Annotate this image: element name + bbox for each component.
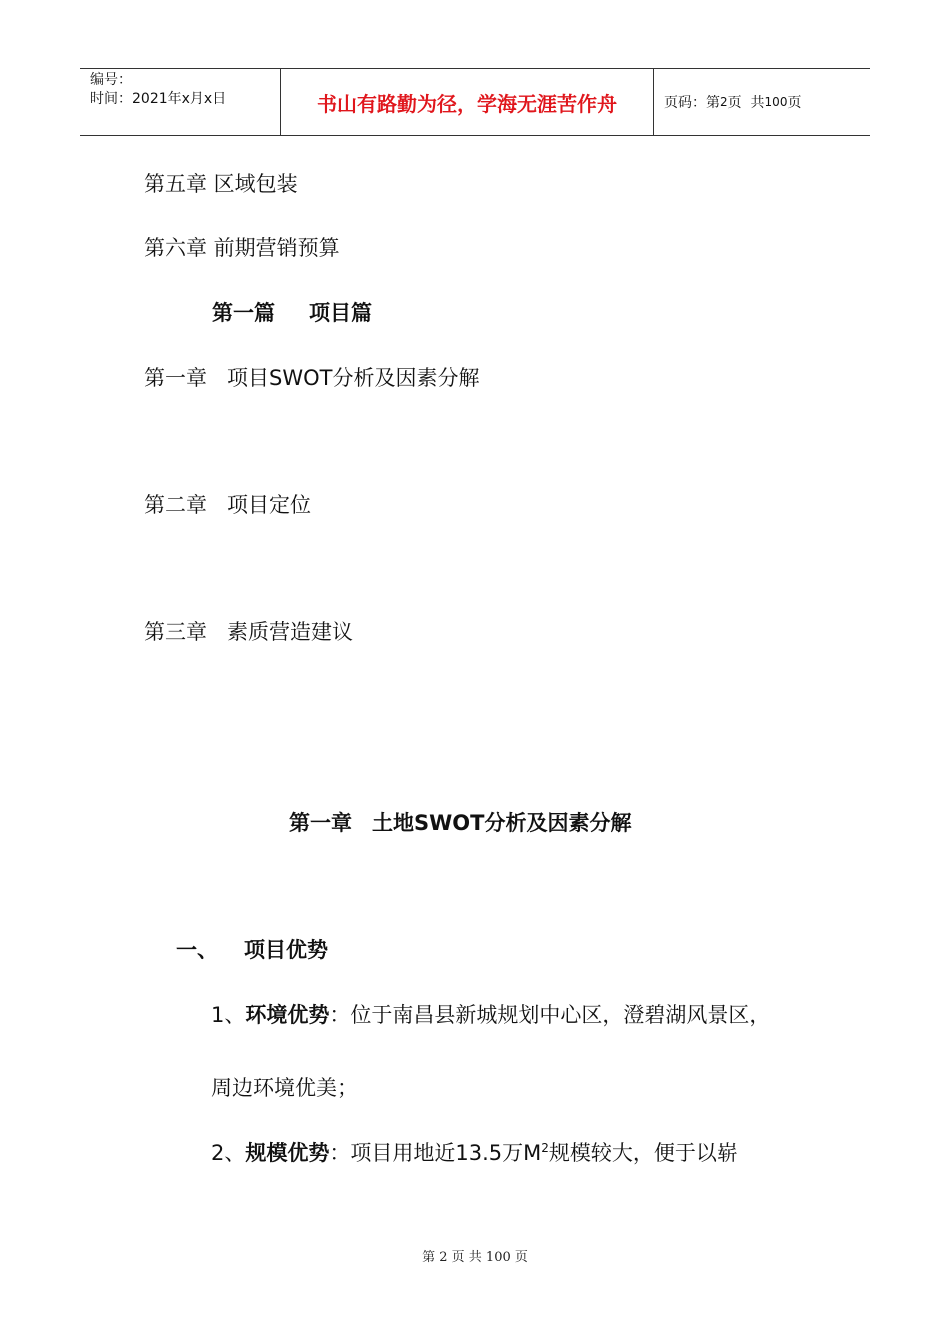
toc-line-chapter-2: [144, 491, 311, 519]
section-number: 一、: [176, 938, 218, 962]
time-label: 时间：2021年x月x日: [90, 91, 227, 107]
header-page-info: [654, 69, 870, 135]
page-total: 100: [764, 95, 788, 109]
chapter-heading: [289, 809, 631, 837]
toc-line-chapter-5: 第五章 区域包装: [144, 172, 298, 196]
toc-line-chapter-3: [144, 618, 353, 646]
item-text: ：项目用地近13.5万M: [329, 1141, 542, 1165]
page-label-prefix: 页码：第: [664, 95, 720, 111]
chapter-title: 项目定位: [227, 493, 311, 517]
list-item-environment-continued: 周边环境优美；: [211, 1076, 358, 1100]
list-item-scale: [211, 1139, 738, 1167]
chapter-title: 项目SWOT分析及因素分解: [227, 366, 480, 390]
section-heading: [176, 936, 328, 964]
chapter-heading-title: 土地SWOT分析及因素分解: [372, 811, 632, 835]
chapter-number: 第一章: [144, 366, 207, 390]
superscript: 2: [541, 1141, 549, 1155]
section-title: 项目优势: [244, 938, 328, 962]
part-title-number: 第一篇: [212, 301, 275, 325]
toc-line-chapter-1: [144, 364, 479, 392]
item-text-continued: 规模较大，便于以崭: [548, 1141, 738, 1165]
item-number: 2、: [211, 1141, 246, 1165]
chapter-heading-number: 第一章: [289, 811, 352, 835]
chapter-title: 素质营造建议: [227, 620, 353, 644]
chapter-number: 第二章: [144, 493, 207, 517]
item-number: 1、: [211, 1003, 246, 1027]
page-header: [80, 68, 870, 136]
header-meta: [80, 69, 281, 135]
header-motto: 书山有路勤为径，学海无涯苦作舟: [281, 69, 654, 135]
page-label-mid: 页 共: [727, 95, 765, 111]
part-title: [212, 299, 372, 327]
number-label: 编号：: [90, 72, 132, 88]
page-current: 2: [720, 95, 728, 109]
item-label: 环境优势: [245, 1003, 330, 1027]
list-item-environment: [211, 1001, 770, 1029]
item-label: 规模优势: [245, 1141, 330, 1165]
page-label-suffix: 页: [787, 95, 802, 111]
item-text: ：位于南昌县新城规划中心区，澄碧湖风景区，: [329, 1003, 771, 1027]
chapter-number: 第三章: [144, 620, 207, 644]
part-title-name: 项目篇: [309, 301, 372, 325]
toc-line-chapter-6: 第六章 前期营销预算: [144, 236, 340, 260]
page-footer: 第 2 页 共 100 页: [422, 1250, 528, 1265]
